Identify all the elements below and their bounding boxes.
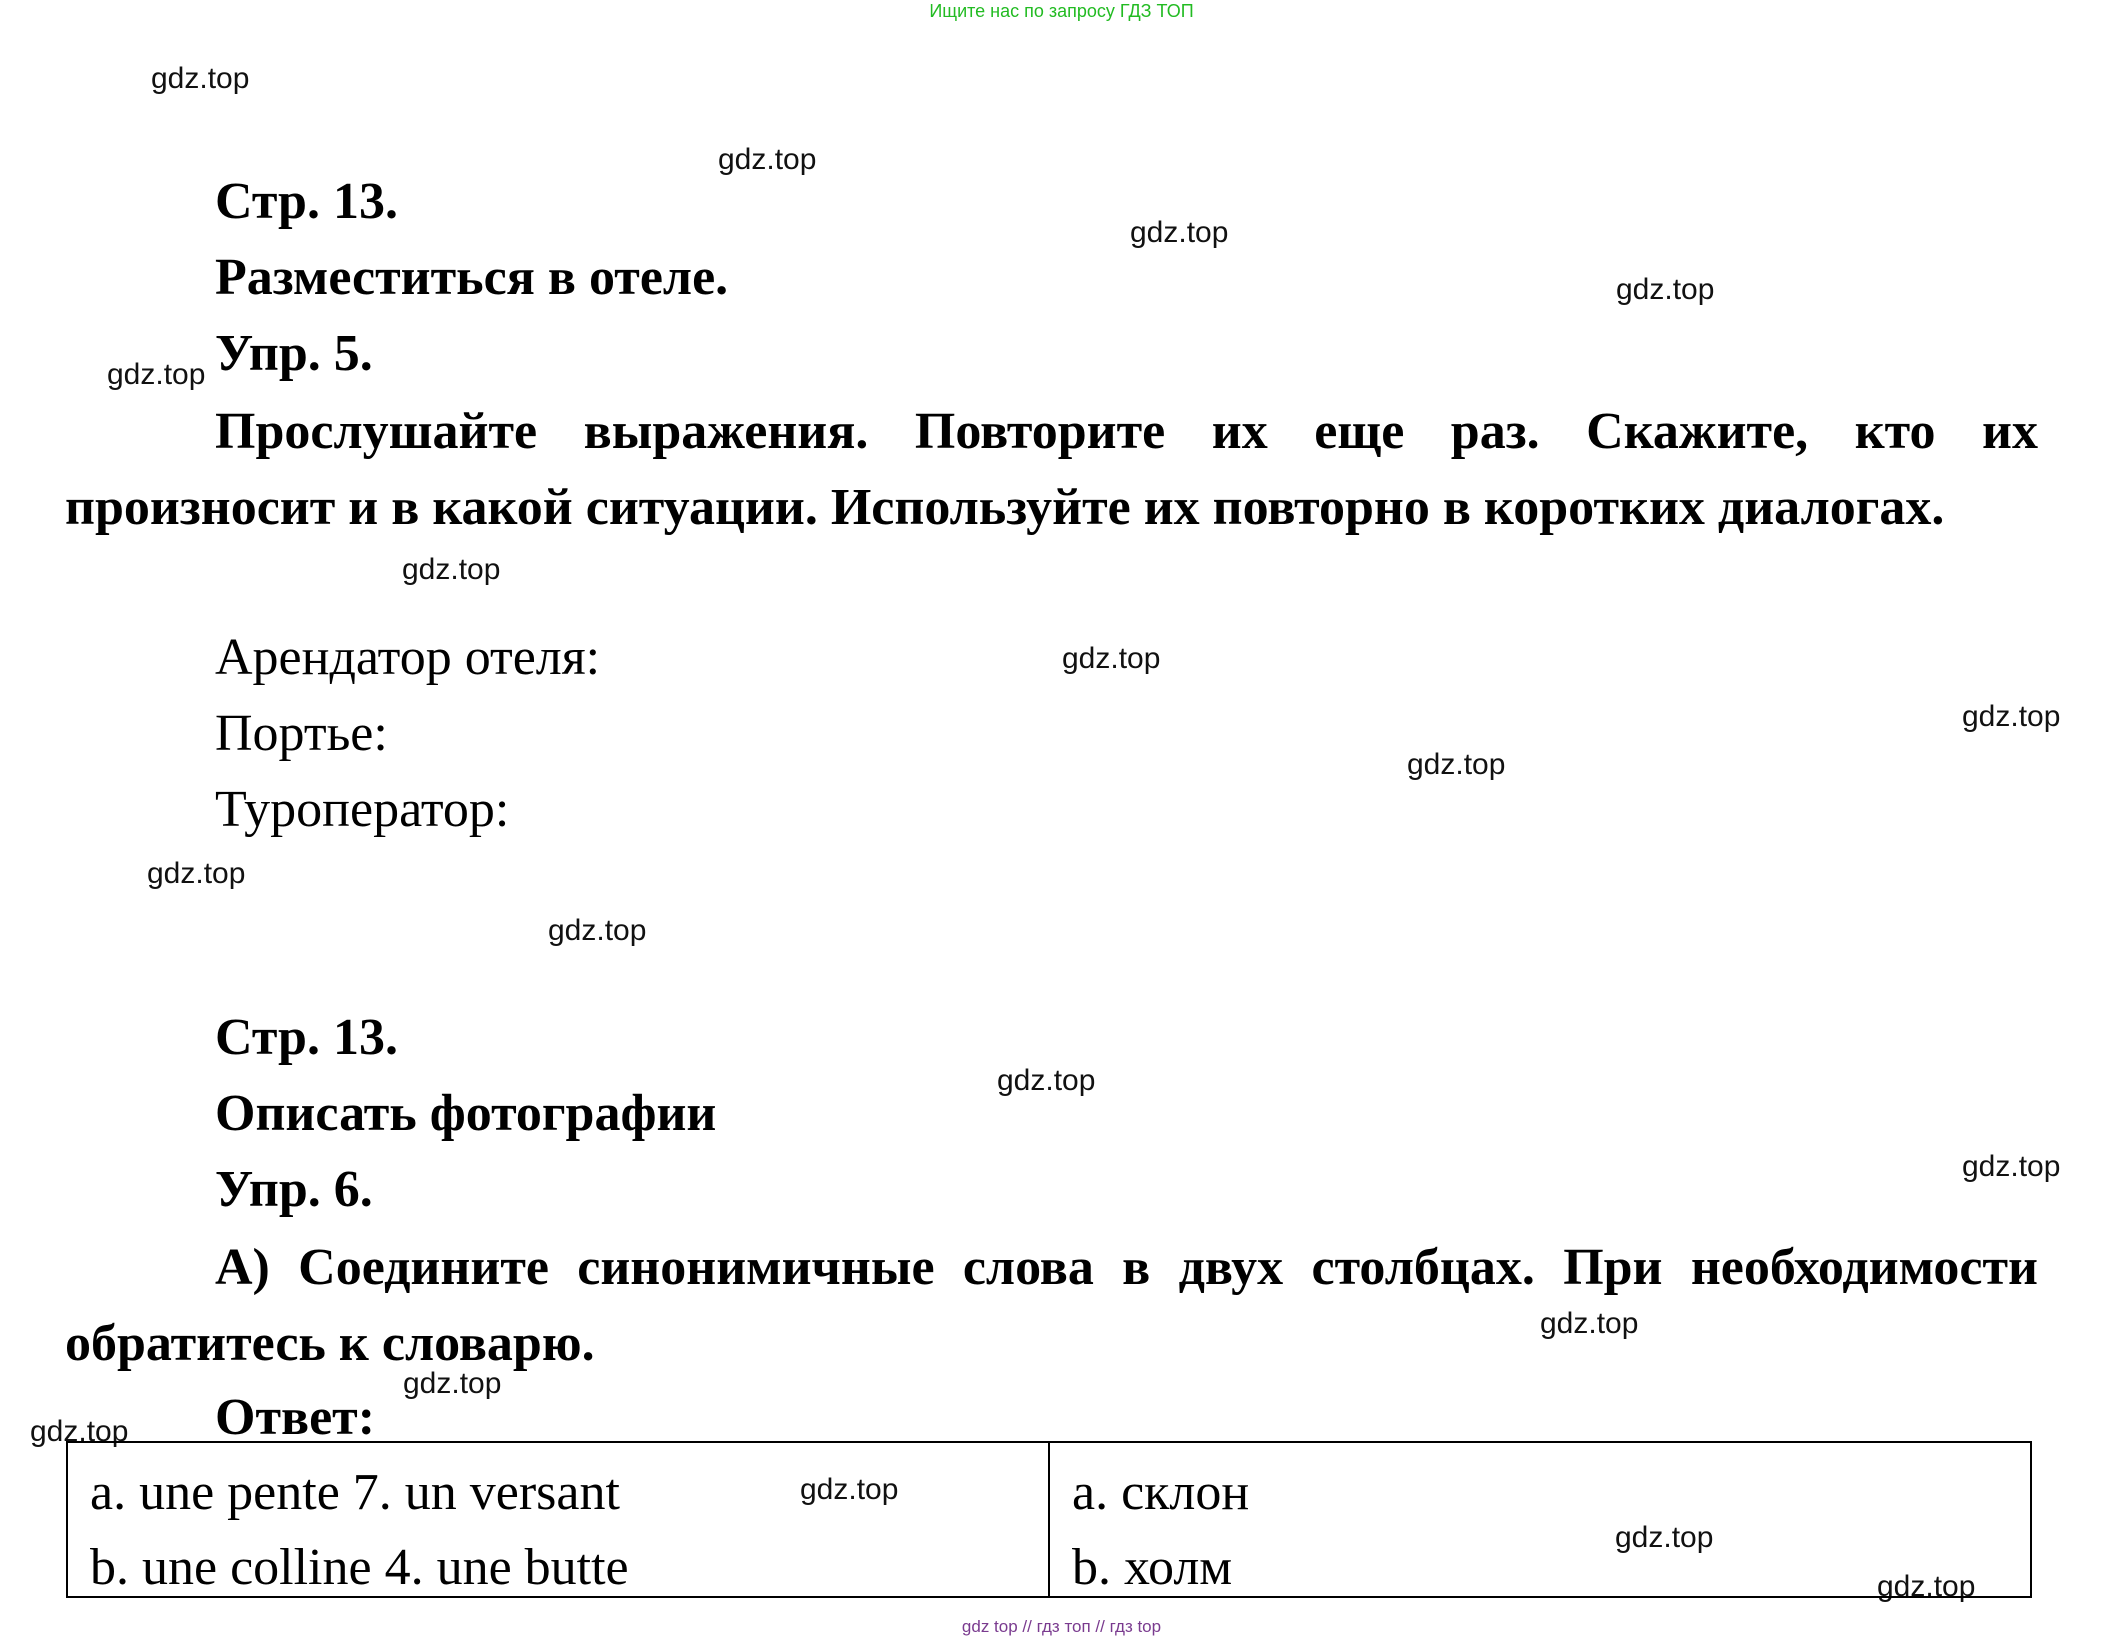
watermark: gdz.top: [30, 1415, 129, 1448]
answer-row: b. une colline 4. une butte: [90, 1539, 629, 1596]
watermark: gdz.top: [403, 1367, 502, 1400]
section-title: Разместиться в отеле.: [215, 249, 729, 306]
exercise-number: Упр. 5.: [215, 325, 373, 382]
watermark: gdz.top: [718, 143, 817, 176]
watermark: gdz.top: [800, 1473, 899, 1506]
watermark: gdz.top: [1407, 748, 1506, 781]
role-label: Туроператор:: [215, 781, 510, 838]
exercise-number: Упр. 6.: [215, 1161, 373, 1218]
bottom-banner: gdz top // гдз топ // гдз top: [961, 1617, 1162, 1636]
watermark: gdz.top: [1130, 216, 1229, 249]
answer-table: [66, 1441, 2032, 1598]
watermark: gdz.top: [1616, 273, 1715, 306]
watermark: gdz.top: [1962, 700, 2061, 733]
exercise-instruction: А) Соедините синонимичные слова в двух столбцах. При необходимости обратитесь к словарю.: [65, 1239, 2038, 1372]
answer-row: a. une pente 7. un versant: [90, 1464, 620, 1521]
top-banner: Ищите нас по запросу ГДЗ ТОП: [929, 1, 1194, 21]
role-label: Портье:: [215, 705, 388, 762]
role-label: Арендатор отеля:: [215, 629, 601, 686]
watermark: gdz.top: [147, 857, 246, 890]
exercise-instruction: Прослушайте выражения. Повторите их еще раз. Скажите, кто их произносит и в какой ситуации. Используйте их повторно в коротких диалогах.: [65, 403, 2038, 536]
answer-label: Ответ:: [215, 1389, 376, 1446]
watermark: gdz.top: [1615, 1521, 1714, 1554]
answer-column-russian: [1050, 1443, 2030, 1596]
watermark: gdz.top: [548, 914, 647, 947]
watermark: gdz.top: [107, 358, 206, 391]
watermark: gdz.top: [1062, 642, 1161, 675]
watermark: gdz.top: [1540, 1307, 1639, 1340]
answer-row: b. холм: [1072, 1539, 1233, 1596]
watermark: gdz.top: [402, 553, 501, 586]
watermark: gdz.top: [1962, 1150, 2061, 1183]
page-number: Стр. 13.: [215, 173, 398, 230]
section-title: Описать фотографии: [215, 1085, 717, 1142]
answer-row: a. склон: [1072, 1464, 1250, 1521]
watermark: gdz.top: [151, 62, 250, 95]
answer-column-french: [68, 1443, 1050, 1596]
page-number: Стр. 13.: [215, 1009, 398, 1066]
watermark: gdz.top: [997, 1064, 1096, 1097]
watermark: gdz.top: [1877, 1570, 1976, 1603]
